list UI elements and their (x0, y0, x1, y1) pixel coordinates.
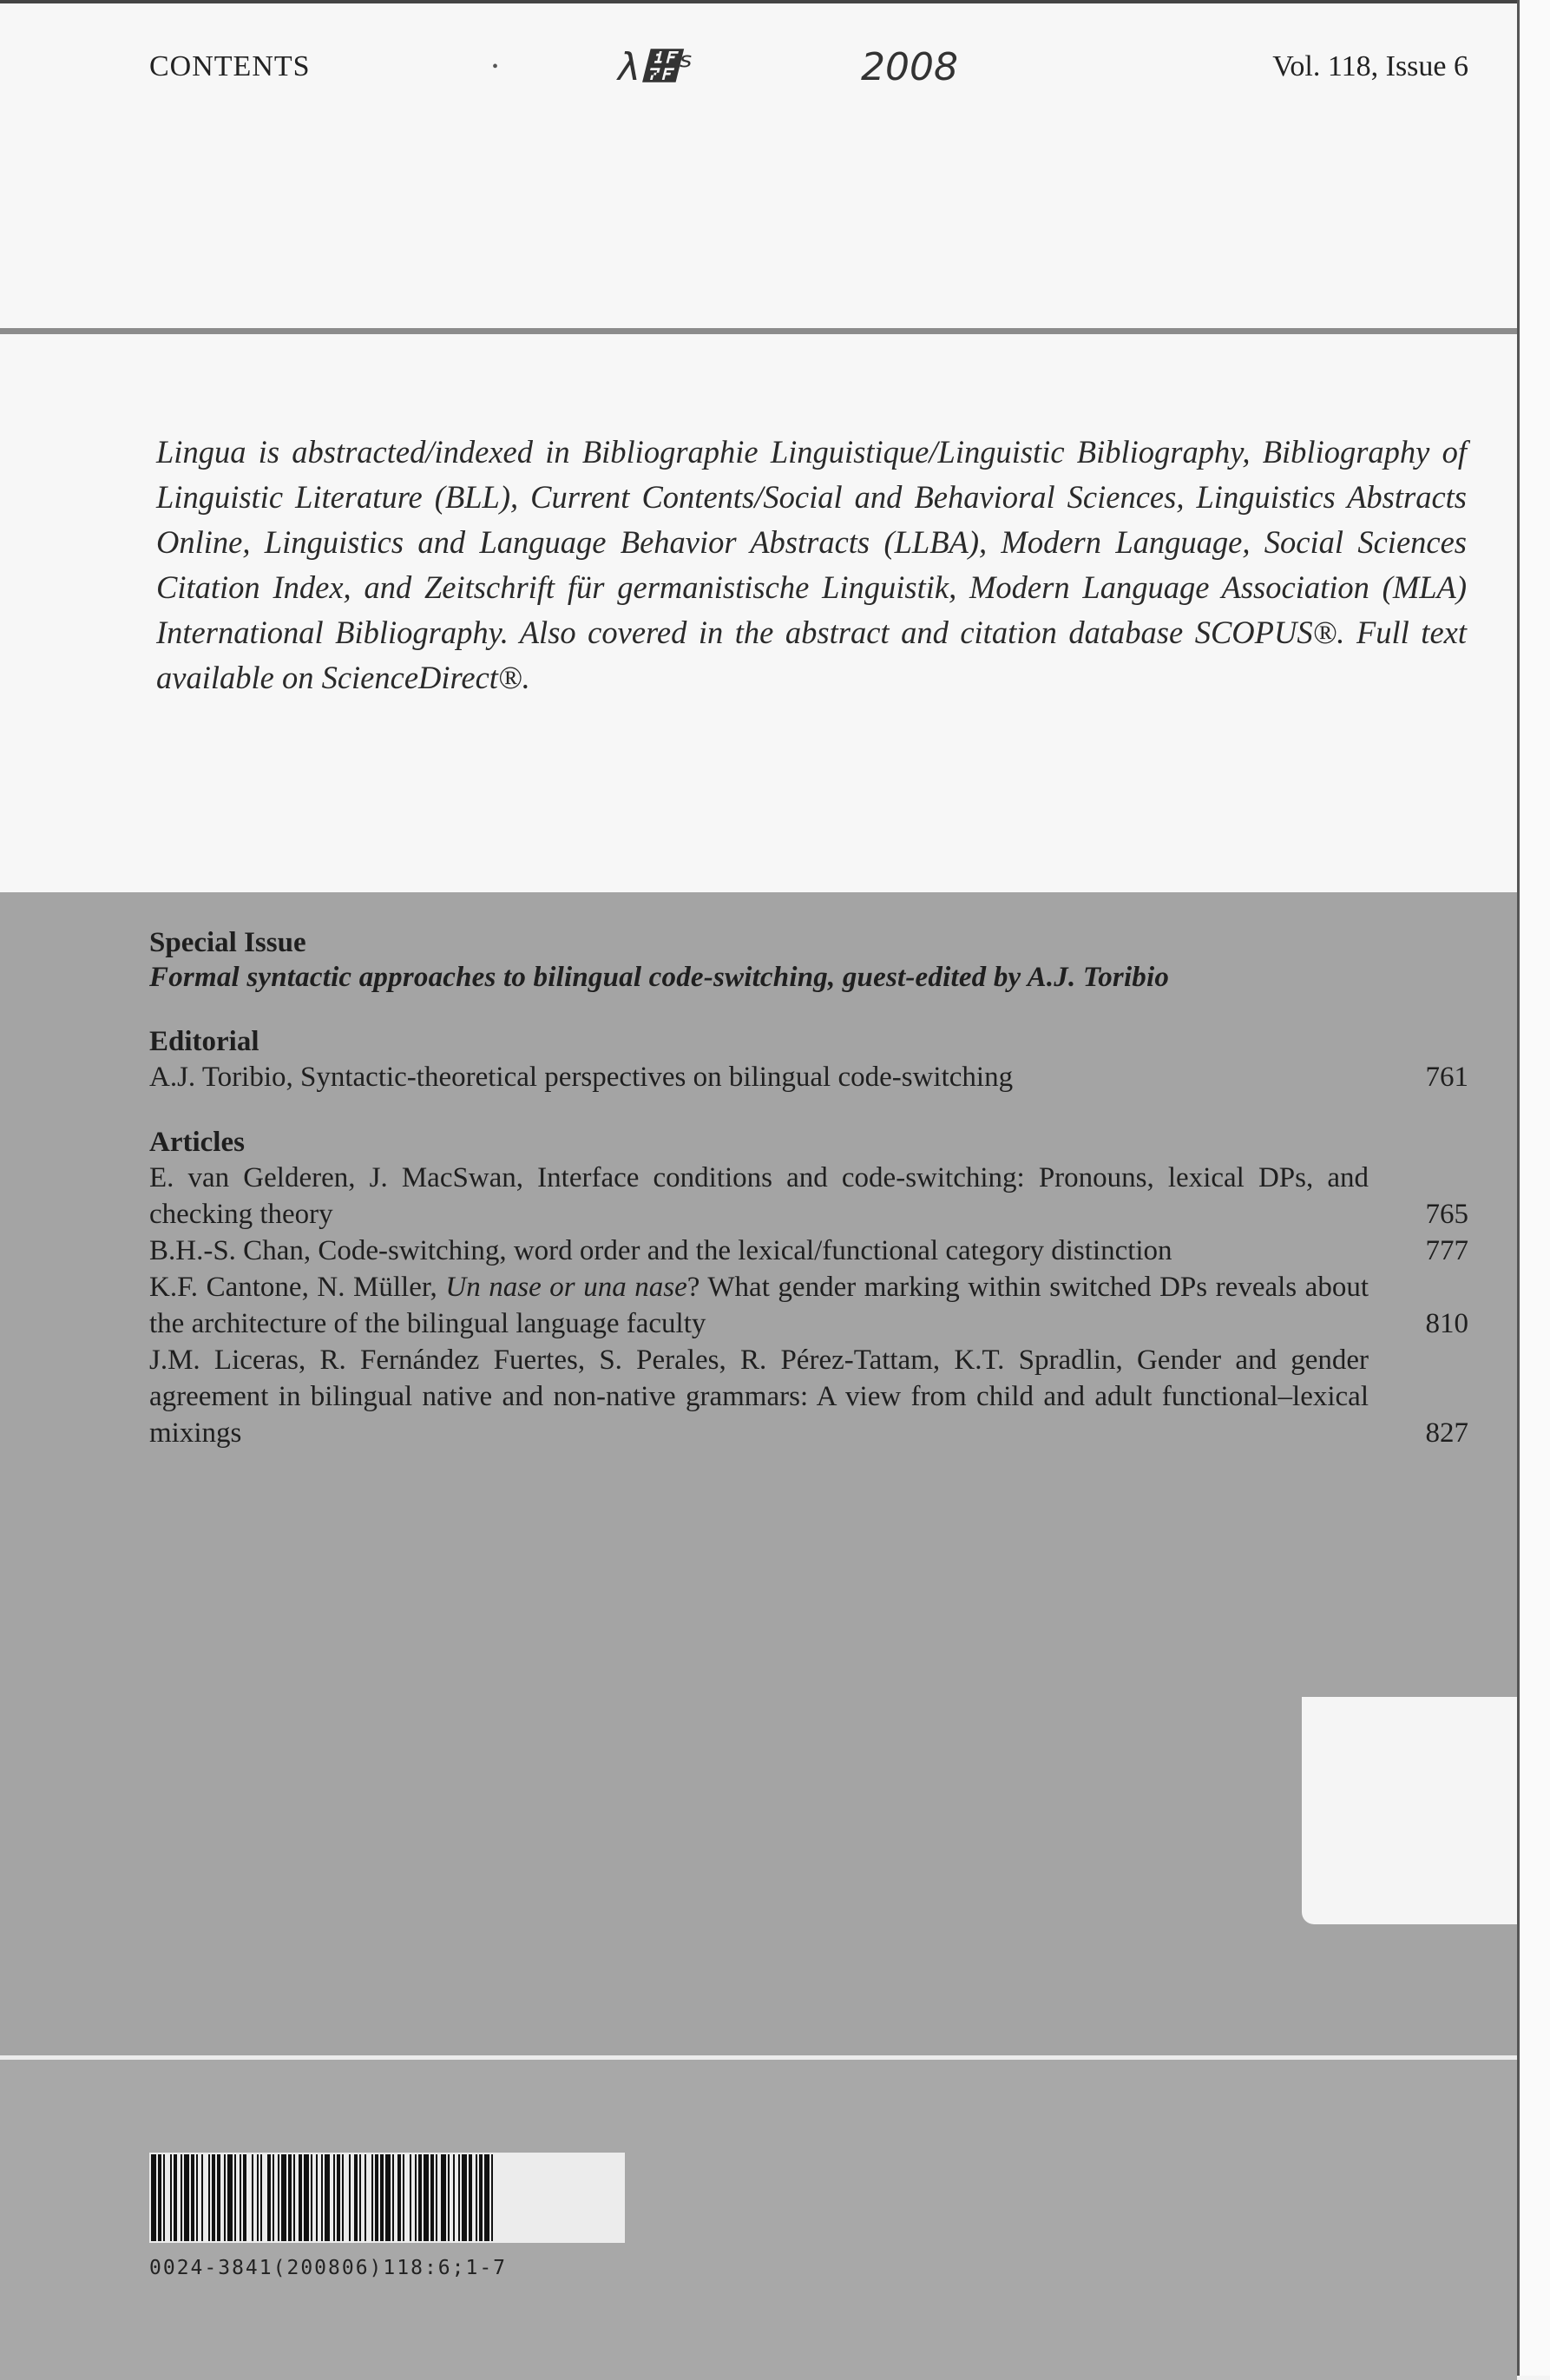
toc-entry (149, 1160, 1468, 1233)
toc-entry (149, 1233, 1468, 1269)
special-issue-title: Formal syntactic approaches to bilingual code-switching, guest-edited by A.J. Toribio (149, 962, 1170, 993)
barcode-bar (342, 2154, 344, 2241)
barcode-bar (201, 2154, 203, 2241)
barcode-bar (397, 2154, 401, 2241)
contents-label: CONTENTS (149, 50, 311, 82)
barcode-bar (380, 2154, 384, 2241)
toc-entry (149, 1269, 1468, 1342)
barcode-bar (462, 2154, 467, 2241)
entry-title-rest: ? What gender marking within switched DPs reveals about the architecture of the bilingual language faculty (149, 1272, 1369, 1339)
barcode-bar (158, 2154, 161, 2241)
editorial-heading: Editorial (149, 1026, 259, 1057)
toc-entry (149, 1059, 1468, 1095)
barcode-bar (240, 2154, 241, 2241)
barcode-bar (441, 2154, 446, 2241)
volume-issue: Vol. 118, Issue 6 (1272, 50, 1468, 82)
barcode-bar (234, 2154, 236, 2241)
barcode-bar (375, 2154, 378, 2241)
barcode-bar (252, 2154, 253, 2241)
barcode-bar (184, 2154, 189, 2241)
entry-text: E. van Gelderen, J. MacSwan, Interface conditions and code-switching: Pronouns, lexical DPs, and checking theory (149, 1162, 1369, 1230)
handwritten-year: 2008 (861, 45, 958, 89)
barcode-bar (476, 2154, 477, 2241)
entry-page: 810 (1425, 1308, 1468, 1339)
barcode-bar (293, 2154, 295, 2241)
barcode-bar (267, 2154, 271, 2241)
barcode-bar (273, 2154, 274, 2241)
barcode-bar (224, 2154, 226, 2241)
barcode-bar (181, 2154, 182, 2241)
entry-page: 765 (1425, 1199, 1468, 1230)
entry-text: B.H.-S. Chan, Code-switching, word order and the lexical/functional category distinction (149, 1235, 1172, 1266)
barcode-bar (260, 2154, 262, 2241)
barcode-bar (227, 2154, 233, 2241)
barcode-bar (410, 2154, 411, 2241)
label-sticker (1302, 1697, 1517, 1924)
barcode-bar (163, 2154, 165, 2241)
barcode-bar (304, 2154, 309, 2241)
page-edge (1517, 0, 1550, 2376)
barcode-bar (325, 2154, 330, 2241)
barcode-bar (217, 2154, 220, 2241)
articles-heading: Articles (149, 1127, 245, 1158)
special-issue-label: Special Issue (149, 927, 306, 958)
entry-text (149, 1269, 1369, 1342)
barcode-bar (208, 2154, 210, 2241)
barcode-bar (453, 2154, 455, 2241)
barcode-bar (257, 2154, 259, 2241)
indexing-statement: Lingua is abstracted/indexed in Bibliographie Linguistique/Linguistic Bibliography, Bibliography of Linguistic Literature (BLL), Current Contents/Social and Behavioral Sciences, Linguistics Abstracts Online, Linguistics and Language Behavior Abstracts (LLBA), Modern Language, Social Sciences Citation Index, and Zeitschrift für germanistische Linguistik, Modern Language Association (MLA) International Bibliography. Also covered in the abstract and citation database SCOPUS®. Full text available on ScienceDirect®. (156, 433, 1467, 695)
barcode-bar (430, 2154, 434, 2241)
barcode-bar (299, 2154, 302, 2241)
barcode-bar (479, 2154, 483, 2241)
barcode-bar (278, 2154, 279, 2241)
table-of-contents (149, 925, 1468, 1451)
entry-authors: K.F. Cantone, N. Müller, (149, 1272, 446, 1303)
barcode-bar (371, 2154, 373, 2241)
barcode-bar (321, 2154, 323, 2241)
barcode-bar (403, 2154, 404, 2241)
barcode-bar (458, 2154, 460, 2241)
section-divider (0, 328, 1517, 334)
barcode-graphic (149, 2153, 625, 2243)
barcode-bar (212, 2154, 215, 2241)
entry-italic-title: Un nase or una nase (445, 1272, 687, 1303)
barcode-bar (448, 2154, 450, 2241)
barcode-bar (174, 2154, 177, 2241)
barcode-bar (349, 2154, 351, 2241)
barcode-bar (288, 2154, 292, 2241)
top-rule (0, 0, 1517, 3)
barcode-bar (333, 2154, 335, 2241)
barcode-bar (436, 2154, 437, 2241)
entry-page: 777 (1425, 1235, 1468, 1266)
barcode-bar (281, 2154, 286, 2241)
barcode-bar (243, 2154, 246, 2241)
barcode-bar (415, 2154, 417, 2241)
barcode-bar (354, 2154, 358, 2241)
barcode-number: 0024-3841(200806)118:6;1-7 (149, 2257, 508, 2279)
barcode-bar (491, 2154, 493, 2241)
header (149, 45, 1468, 97)
barcode-bar (424, 2154, 429, 2241)
handwritten-volume: λ὿ˢ (618, 45, 693, 89)
toc-entry (149, 1342, 1468, 1451)
barcode-bar (191, 2154, 194, 2241)
barcode-bar (469, 2154, 472, 2241)
dot-mark: • (492, 57, 499, 76)
barcode-bar (151, 2154, 156, 2241)
barcode-bar (359, 2154, 361, 2241)
barcode-bar (311, 2154, 312, 2241)
barcode-bar (392, 2154, 394, 2241)
barcode-bar (316, 2154, 318, 2241)
barcode-bar (365, 2154, 366, 2241)
entry-page: 761 (1425, 1062, 1468, 1093)
entry-text: A.J. Toribio, Syntactic-theoretical perspectives on bilingual code-switching (149, 1062, 1014, 1093)
entry-page: 827 (1425, 1417, 1468, 1449)
barcode-bar (385, 2154, 391, 2241)
barcode-bar (484, 2154, 489, 2241)
barcode-bar (170, 2154, 172, 2241)
entry-text: J.M. Liceras, R. Fernández Fuertes, S. Perales, R. Pérez-Tattam, K.T. Spradlin, Gender and gender agreement in bilingual native and non-native grammars: A view from child and adult functional–lexical mixings (149, 1345, 1369, 1449)
barcode-bar (337, 2154, 340, 2241)
barcode-bar (196, 2154, 198, 2241)
barcode-bar (418, 2154, 422, 2241)
